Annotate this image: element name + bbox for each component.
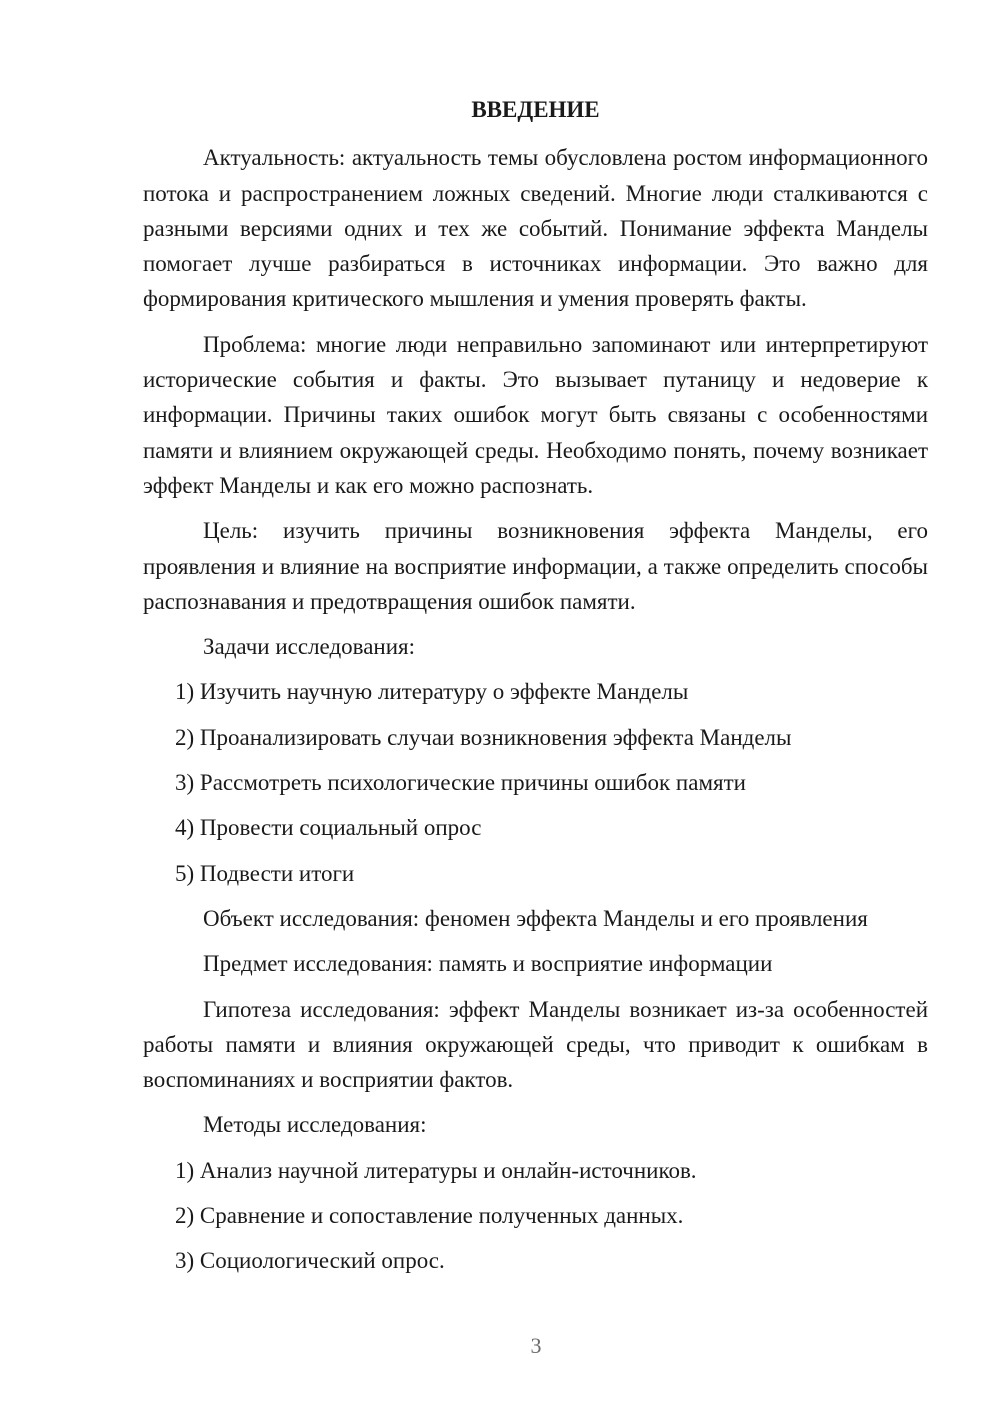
methods-heading: Методы исследования: xyxy=(203,1112,427,1138)
task-item-4: 4) Провести социальный опрос xyxy=(175,815,482,841)
paragraph-problem: Проблема: многие люди неправильно запоминают или интерпретируют исторические события и факты. Это вызывает путаницу и недоверие к информации. Причины таких ошибок могут быть связаны с особенностями памяти и влиянием окружающей среды. Необходимо понять, почему возникает эффект Манделы и как его можно распознать. xyxy=(143,331,928,498)
method-item-2: 2) Сравнение и сопоставление полученных данных. xyxy=(175,1203,684,1229)
method-item-3: 3) Социологический опрос. xyxy=(175,1248,445,1274)
paragraph-object: Объект исследования: феномен эффекта Манделы и его проявления xyxy=(203,905,868,931)
paragraph-goal: Цель: изучить причины возникновения эффекта Манделы, его проявления и влияние на восприятие информации, а также определить способы распознавания и предотвращения ошибок памяти. xyxy=(143,518,928,614)
page-number: 3 xyxy=(530,1333,542,1358)
paragraph-subject: Предмет исследования: память и восприятие информации xyxy=(203,951,773,977)
page-content xyxy=(143,92,928,1289)
task-item-1: 1) Изучить научную литературу о эффекте Манделы xyxy=(175,679,689,705)
paragraph-hypothesis: Гипотеза исследования: эффект Манделы возникает из-за особенностей работы памяти и влияния окружающей среды, что приводит к ошибкам в воспоминаниях и восприятии фактов. xyxy=(143,996,928,1093)
tasks-heading: Задачи исследования: xyxy=(203,634,416,660)
task-item-2: 2) Проанализировать случаи возникновения эффекта Манделы xyxy=(175,724,792,750)
method-item-1: 1) Анализ научной литературы и онлайн-источников. xyxy=(175,1157,697,1183)
page-title: ВВЕДЕНИЕ xyxy=(471,97,600,122)
task-item-5: 5) Подвести итоги xyxy=(175,860,355,886)
task-item-3: 3) Рассмотреть психологические причины ошибок памяти xyxy=(175,770,746,796)
paragraph-relevance: Актуальность: актуальность темы обусловлена ростом информационного потока и распространением ложных сведений. Многие люди сталкиваются с разными версиями одних и тех же событий. Понимание эффекта Манделы помогает лучше разбираться в источниках информации. Это важно для формирования критического мышления и умения проверять факты. xyxy=(143,145,928,312)
